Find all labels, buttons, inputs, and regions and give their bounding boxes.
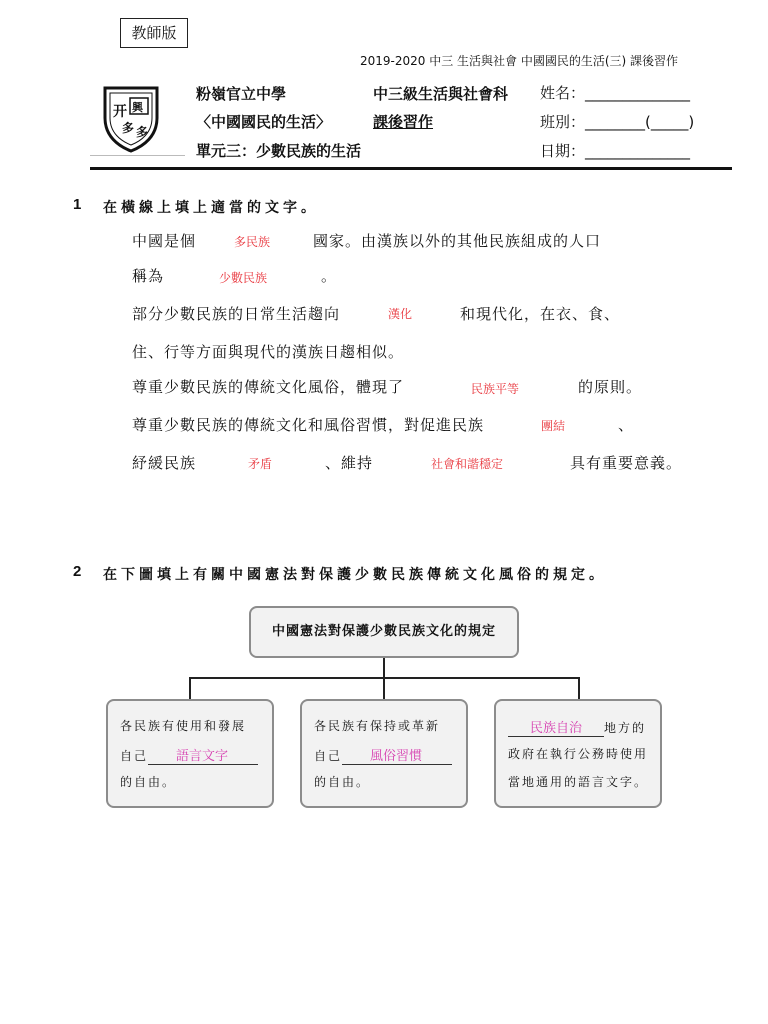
svg-text:多: 多: [136, 125, 149, 139]
box3-suffix: 地方的: [604, 721, 647, 735]
q1-line6-text-a: 尊重少數民族的傳統文化和風俗習慣，對促進民族: [132, 416, 485, 434]
box2-answer[interactable]: 風俗習慣: [370, 749, 423, 764]
q1-line4-text: 住、行等方面與現代的漢族日趨相似。: [132, 343, 405, 361]
question-1-number: 1: [73, 196, 82, 213]
svg-text:興: 興: [132, 101, 143, 114]
rule-box-language: [106, 699, 274, 808]
class-field[interactable]: 班別：________(_____): [540, 113, 695, 131]
q1-line5-text-a: 尊重少數民族的傳統文化風俗，體現了: [132, 378, 405, 396]
box1-answer[interactable]: 語言文字: [176, 749, 229, 764]
box1-line2: [120, 745, 258, 765]
q1-line1-text-a: 中國是個: [132, 232, 197, 250]
rule-box-customs: [300, 699, 468, 808]
q1-line2-text-b: 。: [321, 267, 338, 285]
box2-prefix: 自己: [314, 749, 343, 763]
constitution-root-box: 中國憲法對保護少數民族文化的規定: [249, 606, 519, 658]
box1-line3: 的自由。: [120, 775, 177, 789]
rule-box-autonomy: [494, 699, 662, 808]
connector-middle: [383, 677, 385, 699]
box2-line1: 各民族有保持或革新: [314, 719, 441, 733]
unit-title: 單元三：少數民族的生活: [196, 142, 362, 160]
q1-line7-text-b: 、維持: [325, 454, 374, 472]
box3-line2: 政府在執行公務時使用: [508, 747, 649, 761]
school-crest-logo: [100, 84, 162, 154]
box3-line1: [508, 717, 646, 737]
q1-line6-text-b: 、: [618, 416, 635, 434]
box2-line3: 的自由。: [314, 775, 371, 789]
q1-line7-text-c: 具有重要意義。: [570, 454, 683, 472]
header-rule: [90, 167, 732, 170]
q1-answer-1[interactable]: 多民族: [234, 235, 271, 249]
name-field[interactable]: 姓名：______________: [540, 84, 691, 102]
q1-line3-text-b: 和現代化，在衣、食、: [460, 305, 621, 323]
box2-line2: [314, 745, 452, 765]
question-2-number: 2: [73, 563, 82, 580]
connector-right: [578, 677, 580, 699]
homework-title: 課後習作: [373, 113, 434, 131]
svg-text:多: 多: [122, 121, 135, 135]
connector-left: [189, 677, 191, 699]
q1-answer-3[interactable]: 漢化: [388, 307, 413, 321]
date-field[interactable]: 日期：______________: [540, 142, 691, 160]
box3-answer[interactable]: 民族自治: [530, 721, 583, 736]
box1-line1: 各民族有使用和發展: [120, 719, 247, 733]
q1-answer-6[interactable]: 矛盾: [248, 457, 273, 471]
course-info: 2019-2020 中三 生活與社會 中國國民的生活(三) 課後習作: [360, 54, 679, 68]
teacher-version-badge: 教師版: [120, 18, 188, 48]
connector-vertical-main: [383, 658, 385, 678]
q1-answer-5[interactable]: 團結: [541, 419, 566, 433]
q1-line1-text-b: 國家。由漢族以外的其他民族組成的人口: [313, 232, 602, 250]
question-2-title: 在下圖填上有關中國憲法對保護少數民族傳統文化風俗的規定。: [103, 567, 607, 583]
header-divider-thin: [90, 155, 185, 156]
svg-text:开: 开: [113, 104, 127, 120]
q1-line7-text-a: 紓緩民族: [132, 454, 197, 472]
box1-prefix: 自己: [120, 749, 149, 763]
box3-line3: 當地通用的語言文字。: [508, 775, 649, 789]
school-name: 粉嶺官立中學: [196, 85, 287, 103]
q1-answer-7[interactable]: 社會和諧穩定: [431, 457, 504, 471]
q1-line3-text-a: 部分少數民族的日常生活趨向: [132, 305, 341, 323]
subject-title: 中三級生活與社會科: [373, 85, 509, 103]
question-1-title: 在橫線上填上適當的文字。: [103, 200, 319, 216]
q1-line5-text-b: 的原則。: [578, 378, 643, 396]
q1-answer-2[interactable]: 少數民族: [219, 271, 268, 285]
q1-line2-text-a: 稱為: [132, 267, 165, 285]
q1-answer-4[interactable]: 民族平等: [471, 382, 520, 396]
topic-title: 〈中國國民的生活〉: [196, 113, 332, 131]
